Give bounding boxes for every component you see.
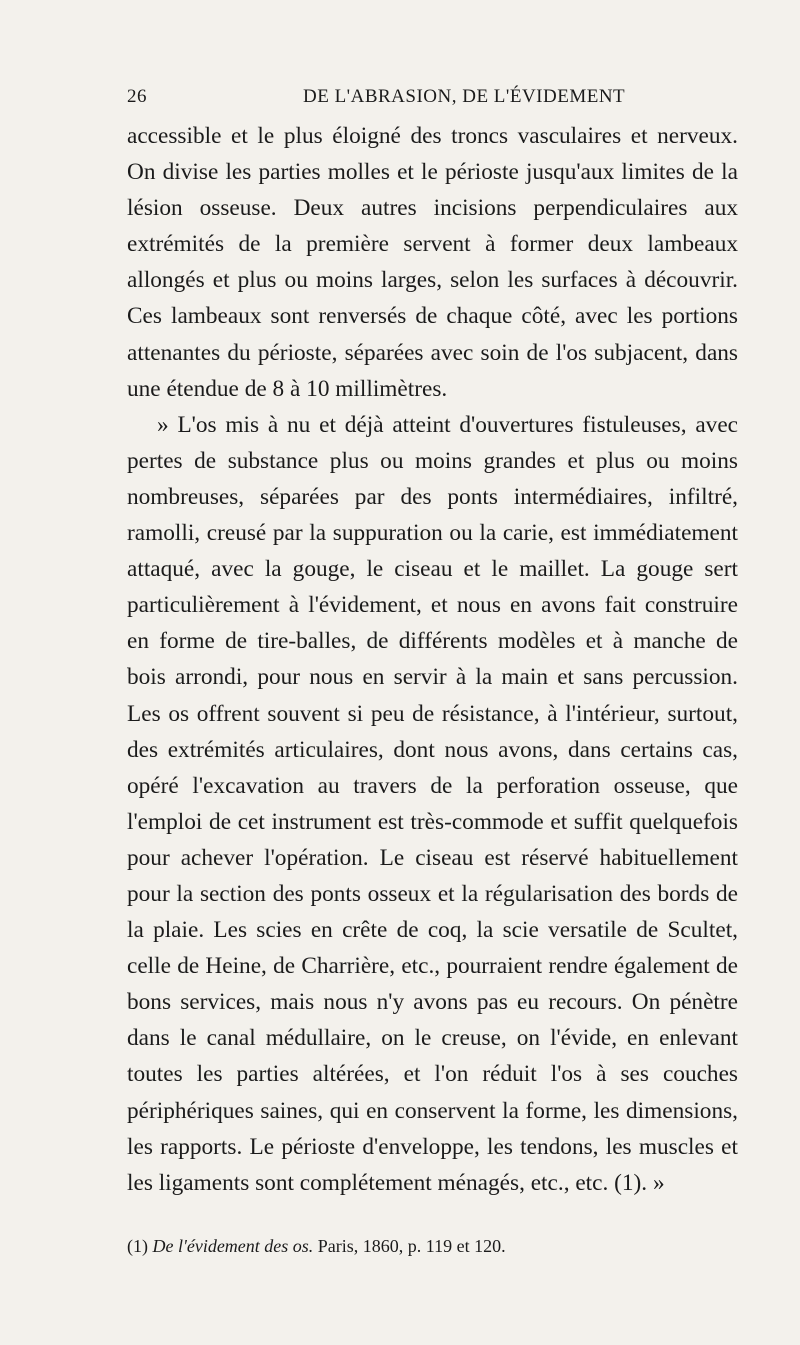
body-text [127,118,738,1201]
paragraph-1: accessible et le plus éloigné des troncs vasculaires et nerveux. On divise les parties molles et le périoste jusqu'aux limites de la lésion osseuse. Deux autres incisions perpendiculaires aux extrémités de la première servent à former deux lambeaux allongés et plus ou moins larges, selon les surfaces à découvrir. Ces lambeaux sont renversés de chaque côté, avec les portions attenantes du périoste, séparées avec soin de l'os subjacent, dans une étendue de 8 à 10 millimètres. [127,123,738,402]
running-title: DE L'ABRASION, DE L'ÉVIDEMENT [303,86,626,107]
footnote [127,1234,738,1258]
footnote-reference: Paris, 1860, p. 119 et 120. [317,1236,506,1256]
running-header [127,86,740,112]
footnote-marker: (1) [127,1236,148,1256]
page-number: 26 [127,86,147,107]
paragraph-2: » L'os mis à nu et déjà atteint d'ouvertures fistuleuses, avec pertes de substance plus ou moins grandes et plus ou moins nombreuses, séparées par des ponts intermédiaires, infiltré, ramolli, creusé par la suppuration ou la carie, est immédiatement attaqué, avec la gouge, le ciseau et le maillet. La gouge sert particulièrement à l'évidement, et nous en avons fait construire en forme de tire-balles, de différents modèles et à manche de bois arrondi, pour nous en servir à la main et sans percussion. Les os offrent souvent si peu de résistance, à l'intérieur, surtout, des extrémités articulaires, dont nous avons, dans certains cas, opéré l'excavation au travers de la perforation osseuse, que l'emploi de cet instrument est très-commode et suffit quelquefois pour achever l'opération. Le ciseau est réservé habituellement pour la section des ponts osseux et la régularisation des bords de la plaie. Les scies en crête de coq, la scie versatile de Scultet, celle de Heine, de Charrière, etc., pourraient rendre également de bons services, mais nous n'y avons pas eu recours. On pénètre dans le canal médullaire, on le creuse, on l'évide, en enlevant toutes les parties altérées, et l'on réduit l'os à ses couches périphériques saines, qui en conservent la forme, les dimensions, les rapports. Le périoste d'enveloppe, les tendons, les muscles et les ligaments sont complétement ménagés, etc., etc. (1). » [127,411,738,1196]
footnote-title: De l'évidement des os. [152,1236,314,1256]
